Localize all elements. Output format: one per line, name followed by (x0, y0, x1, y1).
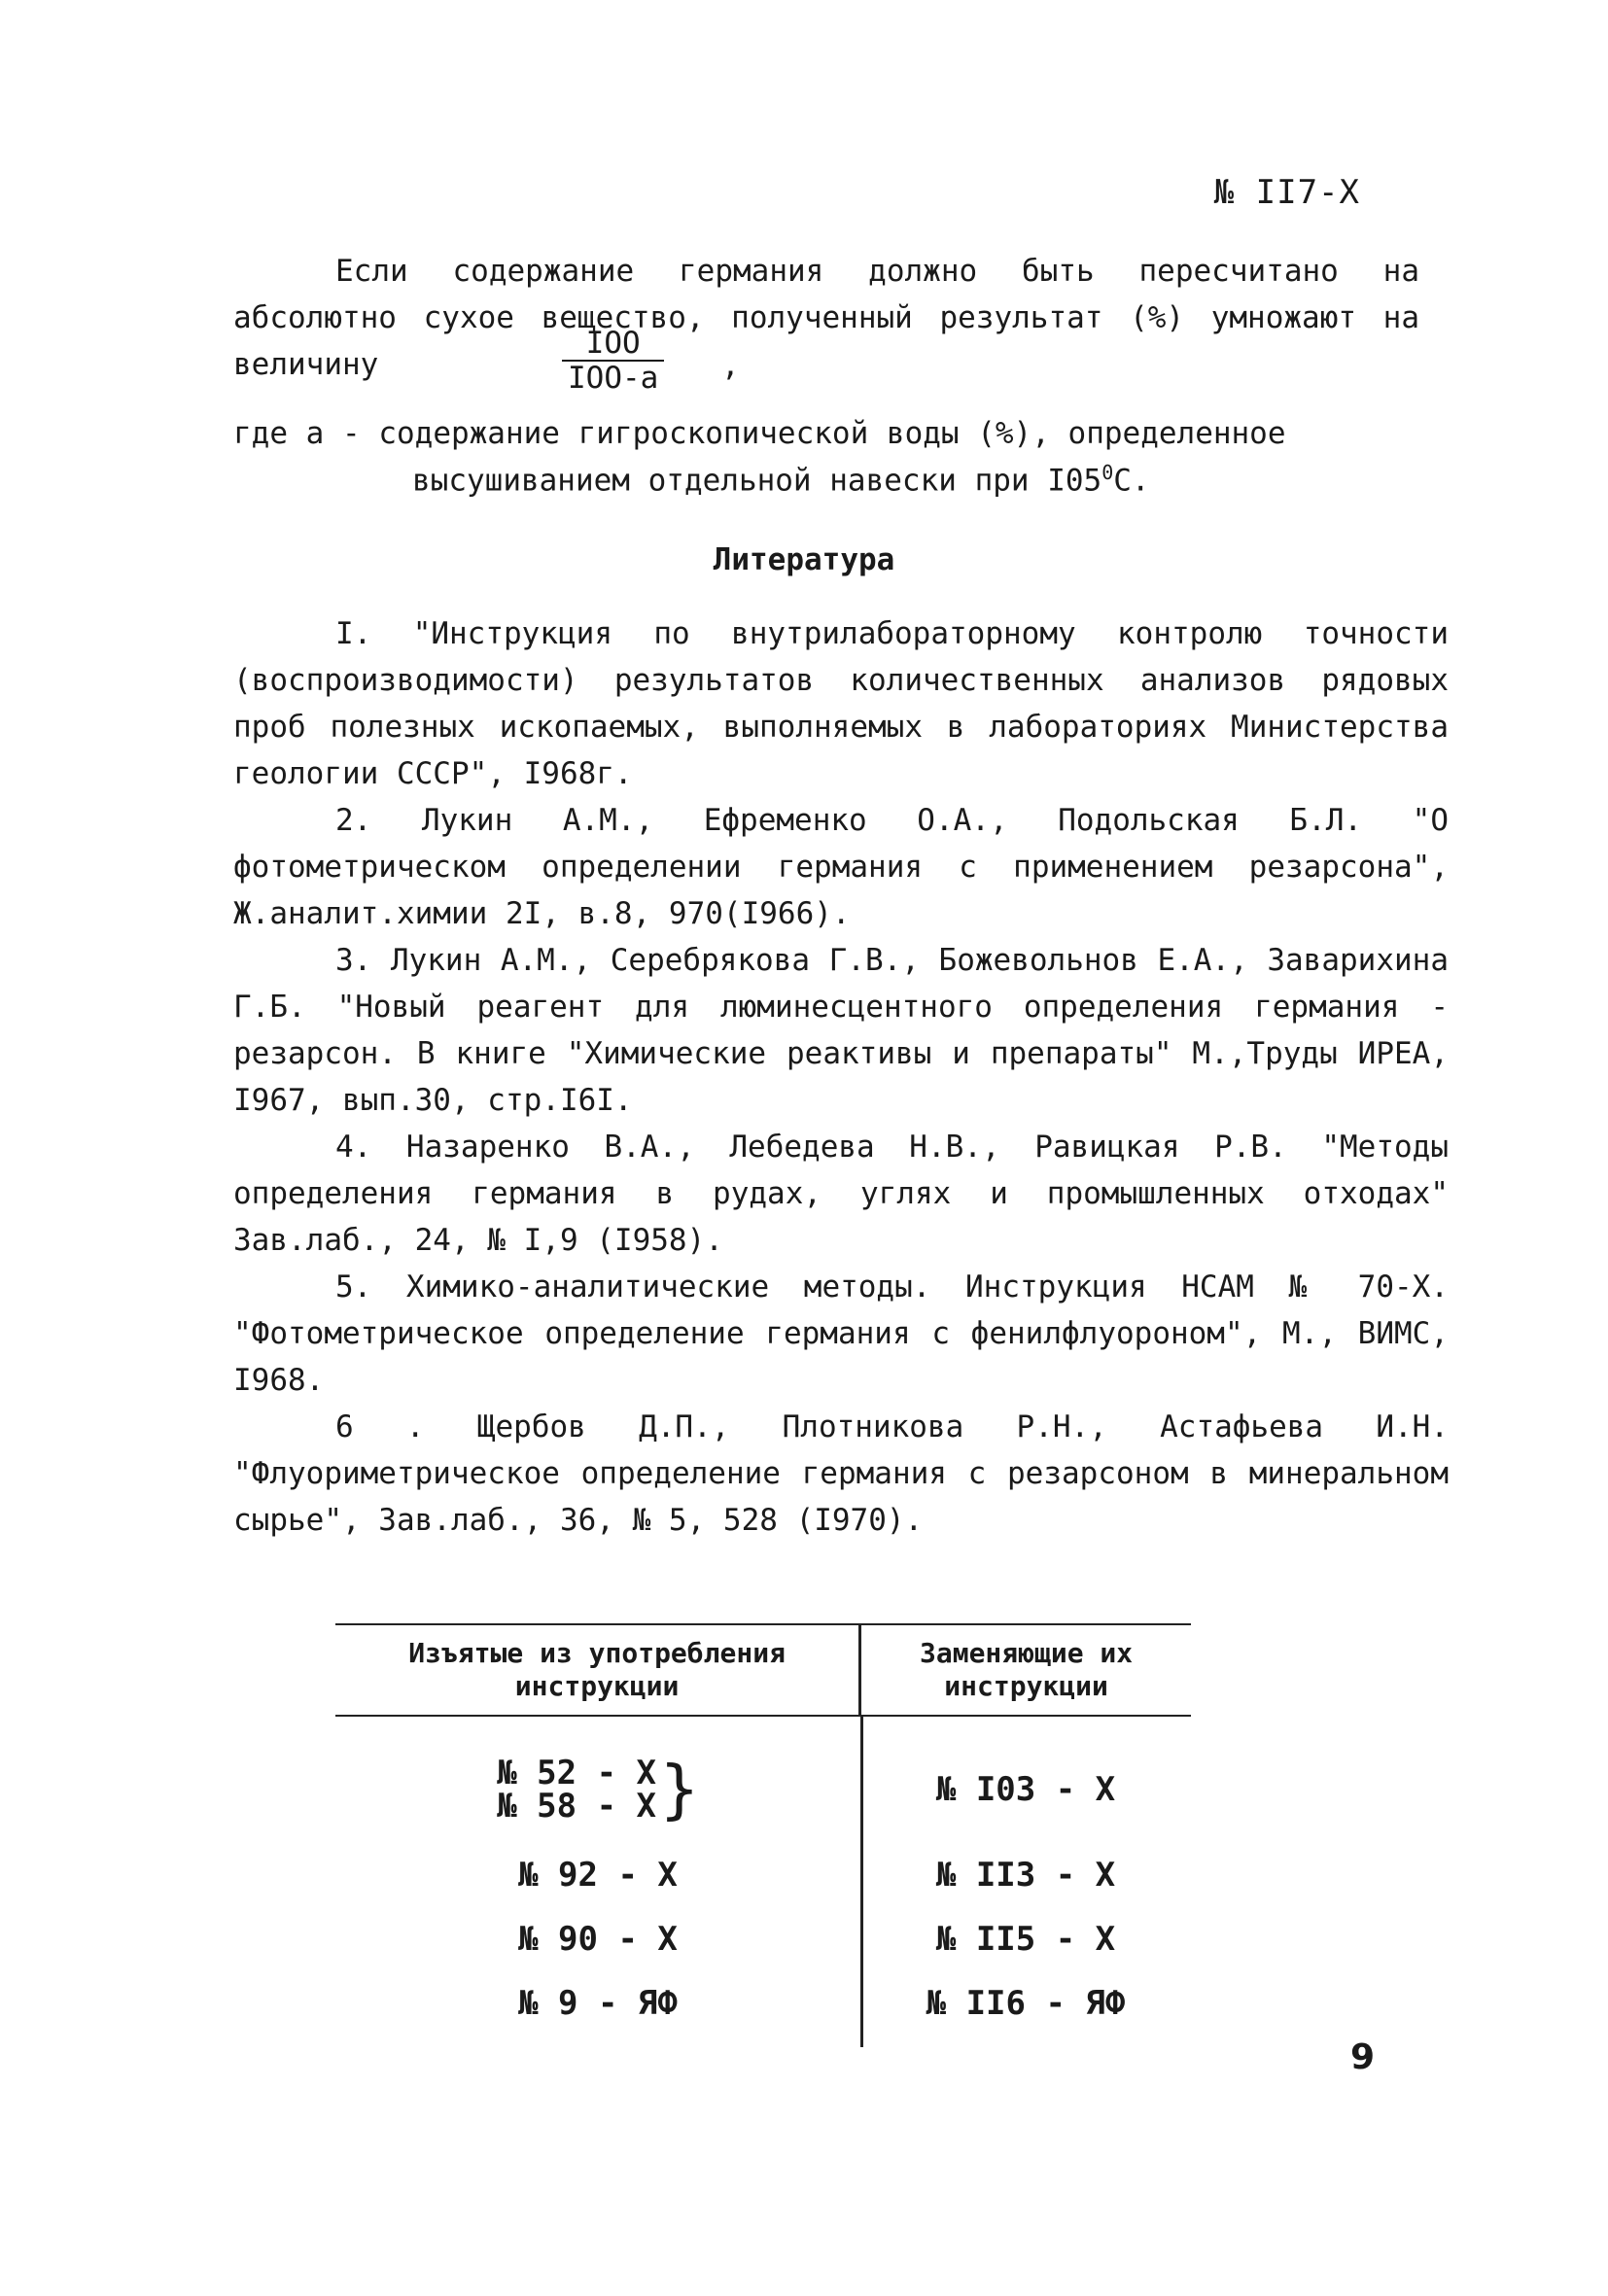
where-text: содержание гигроскопической воды (%), определенное (378, 416, 1286, 451)
table-row (335, 1717, 1191, 1843)
table-row (335, 1971, 1191, 2035)
table-row (335, 1907, 1191, 1971)
replacing-cell: № I03 - Х (935, 1770, 1116, 1809)
reference-item: I. "Инструкция по внутрилабораторному контролю точности (воспроизводимости) результатов количественных анализов рядовых проб полезных ископаемых, выполняемых в лабораториях Министерства геологии СССР", I968г. (233, 616, 1449, 791)
reference-item: 2. Лукин А.М., Ефременко О.А., Подольская Б.Л. "О фотометрическом определении германия с применением резарсона", Ж.аналит.химии 2I, в.8, 970(I966). (233, 803, 1449, 931)
fraction-comma: , (721, 348, 740, 383)
table-divider (860, 1717, 863, 2047)
table-row (335, 1843, 1191, 1907)
where-cont-text: высушиванием отдельной навески при I05 (412, 463, 1102, 499)
table-header (335, 1623, 1191, 1717)
fraction-denominator: IOO-a (568, 361, 659, 396)
withdrawn-b: № 58 - Х (497, 1787, 656, 1826)
document-number: № II7-Х (1213, 173, 1360, 212)
reference-item: 5. Химико-аналитические методы. Инструкция НСАМ № 70-Х. "Фотометрическое определение германия с фенилфлуороном", М., ВИМС, I968. (233, 1270, 1449, 1398)
where-continuation (412, 461, 1150, 498)
page-number: 9 (1349, 2037, 1375, 2077)
withdrawn-cell: № 90 - Х (518, 1920, 678, 1959)
reference-item: 3. Лукин А.М., Серебрякова Г.В., Божевольнов Е.А., Заварихина Г.Б. "Новый реагент для люминесцентного определения германия - резарсон. В книге "Химические реактивы и препараты" М.,Труды ИРЕА, I967, вып.30, стр.I6I. (233, 943, 1449, 1118)
where-prefix: где a - (233, 416, 361, 451)
where-superscript: 0 (1101, 461, 1114, 484)
replacing-cell: № II5 - Х (935, 1920, 1116, 1959)
withdrawn-cell (335, 1752, 860, 1826)
where-line (233, 416, 1286, 451)
header-withdrawn: Изъятые из употребления инструкции (408, 1637, 786, 1702)
intro-paragraph: Если содержание германия должно быть пересчитано на абсолютно сухое вещество, полученный результат (%) умножают на величину (233, 254, 1419, 382)
withdrawn-cell: № 92 - Х (518, 1856, 678, 1895)
table-body (335, 1717, 1191, 2035)
literature-heading: Литература (713, 542, 895, 577)
replacement-table (335, 1623, 1191, 2035)
reference-item: 4. Назаренко В.А., Лебедева Н.В., Равицкая Р.В. "Методы определения германия в рудах, углях и промышленных отходах" Зав.лаб., 24, № I,9 (I958). (233, 1130, 1449, 1258)
withdrawn-a: № 52 - Х (497, 1754, 656, 1792)
withdrawn-cell: № 9 - ЯФ (518, 1984, 678, 2023)
replacing-cell: № II6 - ЯФ (926, 1984, 1126, 2023)
replacing-cell: № II3 - Х (935, 1856, 1116, 1895)
where-unit: С. (1113, 463, 1150, 499)
fraction-numerator: IOO (562, 327, 664, 362)
reference-list (233, 610, 1449, 1544)
brace-icon: } (660, 1752, 699, 1826)
fraction-formula (562, 327, 664, 395)
header-replacing: Заменяющие их инструкции (858, 1625, 1191, 1715)
reference-item: 6 . Щербов Д.П., Плотникова Р.Н., Астафьева И.Н. "Флуориметрическое определение германия с резарсоном в минеральном сырье", Зав.лаб., 36, № 5, 528 (I970). (233, 1409, 1449, 1538)
